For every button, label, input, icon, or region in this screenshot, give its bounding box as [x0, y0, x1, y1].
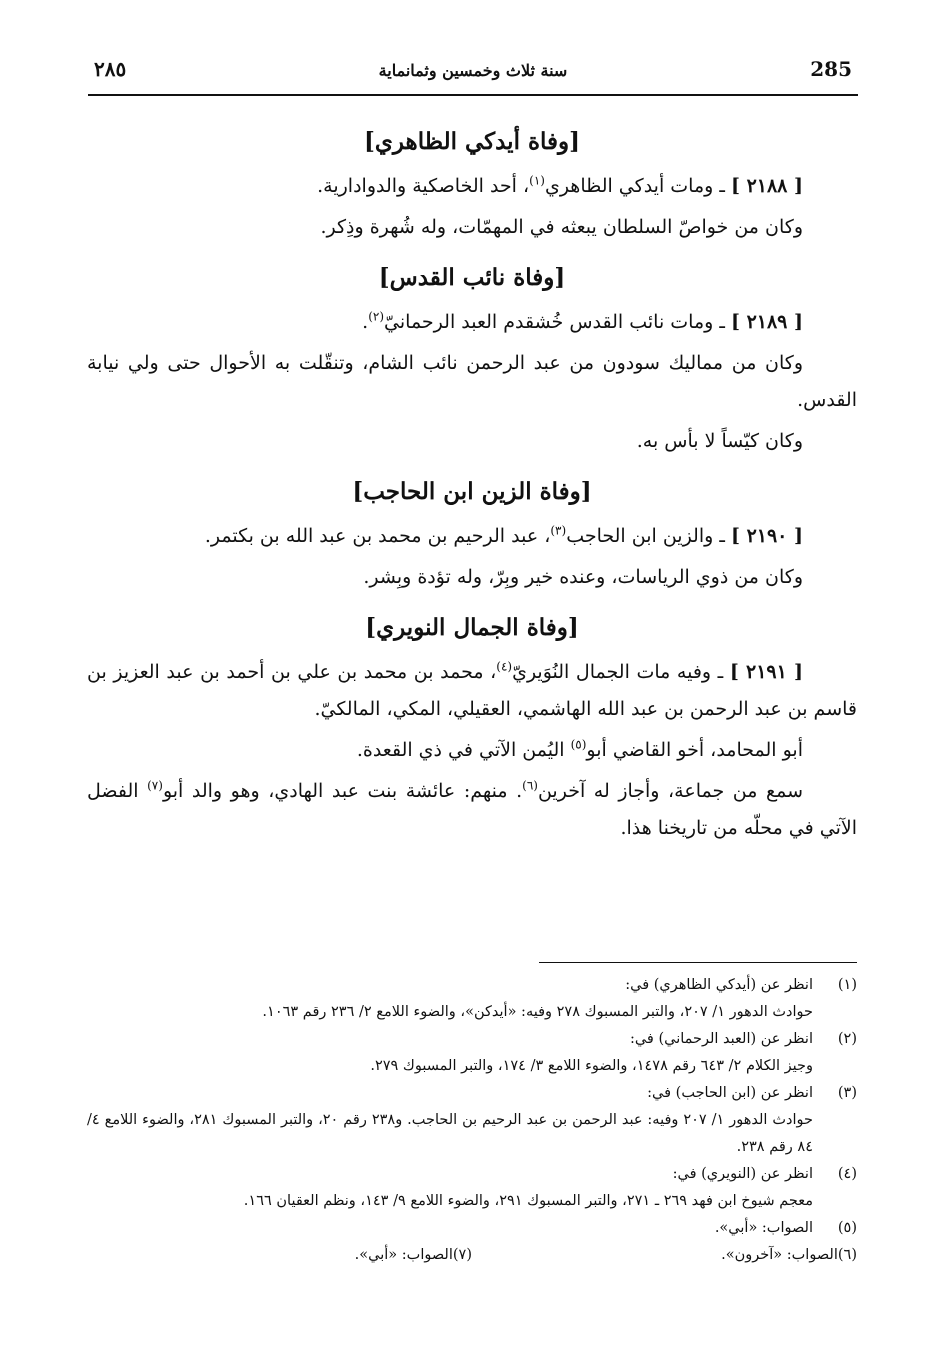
body-paragraph — [87, 732, 857, 769]
entry-paragraph — [87, 518, 857, 555]
entry-rest: ، أحد الخاصكية والدوادارية. — [317, 175, 530, 197]
body-paragraph — [87, 773, 857, 847]
text-run: اليُمن الآتي في ذي القعدة. — [356, 739, 571, 761]
footnote-text: الصواب: «أبي». — [714, 1220, 813, 1236]
footnote-mark: (٦) — [837, 1247, 857, 1263]
entry-paragraph — [87, 304, 857, 341]
text-run: أبو المحامد، أخو القاضي أبو — [586, 739, 803, 761]
footnote-ref: (١) — [529, 173, 545, 188]
footnotes — [87, 972, 857, 1269]
footnote-text: الصواب: «أبي». — [354, 1247, 453, 1263]
section-heading: [وفاة الجمال النويري] — [365, 614, 579, 641]
footnote — [87, 1161, 857, 1188]
entry-text: ـ وفيه مات الجمال النُوَيريّ — [512, 661, 730, 683]
footnote-ref: (٥) — [570, 737, 587, 752]
footnote-mark: (٤) — [837, 1166, 857, 1182]
entry-number: [ ٢١٨٩ ] — [730, 311, 803, 333]
body-paragraph: وكان من مماليك سودون من عبد الرحمن نائب الشام، وتنقّلت به الأحوال حتى ولي نيابة القدس. — [87, 352, 857, 411]
footnote-text: انظر عن (ابن الحاجب) في: — [647, 1085, 813, 1101]
footnote-mark: (٣) — [837, 1085, 857, 1101]
footnote-ref: (٤) — [496, 659, 513, 674]
footnote-ref: (٧) — [147, 778, 163, 793]
section-heading: [وفاة نائب القدس] — [378, 264, 566, 291]
running-title: سنة ثلاث وخمسين وثمانماية — [378, 61, 568, 80]
text-run: سمع من جماعة، وأجاز له آخرين — [537, 780, 803, 802]
footnote-text: الصواب: «آخرون». — [721, 1247, 838, 1263]
footnote-ref: (٣) — [550, 523, 567, 538]
footnote-mark: (٧) — [452, 1247, 472, 1263]
entry-text: ـ ومات نائب القدس خُشقدم العبد الرحمانيّ — [384, 311, 731, 333]
entry-paragraph — [87, 654, 857, 728]
footnote — [87, 972, 857, 999]
body-paragraph: وكان من ذوي الرياسات، وعنده خير وبِرّ، وله تؤدة وبِشر. — [363, 566, 803, 588]
entry-number: [ ٢١٩٠ ] — [730, 525, 803, 547]
footnote-text: انظر عن (العبد الرحماني) في: — [629, 1031, 813, 1047]
footnote-continuation: حوادث الدهور ١/ ٢٠٧ وفيه: عبد الرحمن بن عبد الرحيم بن الحاجب. و٢٣٨ رقم ٢٠، والتبر المسبوك ٢٨١، والضوء اللامع ٤/ ٨٤ رقم ٢٣٨. — [87, 1112, 813, 1155]
footnote-mark: (٢) — [837, 1031, 857, 1047]
body-paragraph: وكان كيّساً لا بأس به. — [636, 430, 803, 452]
section-heading: [وفاة أيدكي الظاهري] — [363, 128, 581, 155]
footnote-continuation: معجم شيوخ ابن فهد ٢٦٩ ـ ٢٧١، والتبر المسبوك ٢٩١، والضوء اللامع ٩/ ١٤٣، ونظم العقيان ١٦٦. — [243, 1193, 813, 1209]
footnote — [87, 1026, 857, 1053]
main-text — [87, 110, 857, 851]
entry-rest: ، عبد الرحيم بن محمد بن عبد الله بن بكتمر. — [204, 525, 551, 547]
footnote — [87, 1215, 857, 1242]
footnote-pair — [87, 1242, 857, 1269]
footnote — [87, 1080, 857, 1107]
running-header — [88, 55, 858, 95]
footnote-text: انظر عن (أيدكي الظاهري) في: — [625, 977, 813, 993]
entry-rest: . — [362, 311, 369, 333]
entry-paragraph — [87, 168, 857, 205]
entry-number: [ ٢١٩١ ] — [729, 661, 804, 683]
footnote — [87, 1242, 472, 1269]
footnote-continuation: وجيز الكلام ٢/ ٦٤٣ رقم ١٤٧٨، والضوء اللامع ٣/ ١٧٤، والتبر المسبوك ٢٧٩. — [370, 1058, 813, 1074]
section-heading: [وفاة الزين ابن الحاجب] — [352, 478, 592, 505]
text-run: الفضل الآتي في محلّه من تاريخنا هذا. — [87, 780, 857, 839]
footnote — [472, 1242, 857, 1269]
page-number-arabic: ٢٨٥ — [94, 57, 127, 81]
header-rule — [88, 94, 858, 96]
body-paragraph: وكان من خواصّ السلطان يبعثه في المهمّات، وله شُهرة وذِكر. — [320, 216, 803, 238]
footnote-text: انظر عن (النويري) في: — [672, 1166, 813, 1182]
footnote-continuation: حوادث الدهور ١/ ٢٠٧، والتبر المسبوك ٢٧٨ وفيه: «أيدكن»، والضوء اللامع ٢/ ٢٣٦ رقم ١٠٦٣. — [262, 1004, 813, 1020]
footnote-mark: (١) — [837, 977, 857, 993]
entry-text: ـ ومات أيدكي الظاهري — [544, 175, 731, 197]
footnote-ref: (٦) — [522, 778, 538, 793]
footnote-ref: (٢) — [368, 309, 385, 324]
footnote-mark: (٥) — [837, 1220, 857, 1236]
text-run: . منهم: عائشة بنت عبد الهادي، وهو والد أبو — [162, 780, 523, 802]
footnote-rule — [539, 962, 857, 963]
entry-text: ـ والزين ابن الحاجب — [566, 525, 731, 547]
page-number-latin: 285 — [810, 57, 852, 81]
entry-rest: ، محمد بن محمد بن علي بن أحمد بن عبد العزيز بن قاسم بن عبد الرحمن بن عبد الله الهاشمي، العقيلي، المكي، المالكيّ. — [87, 661, 857, 720]
entry-number: [ ٢١٨٨ ] — [730, 175, 803, 197]
